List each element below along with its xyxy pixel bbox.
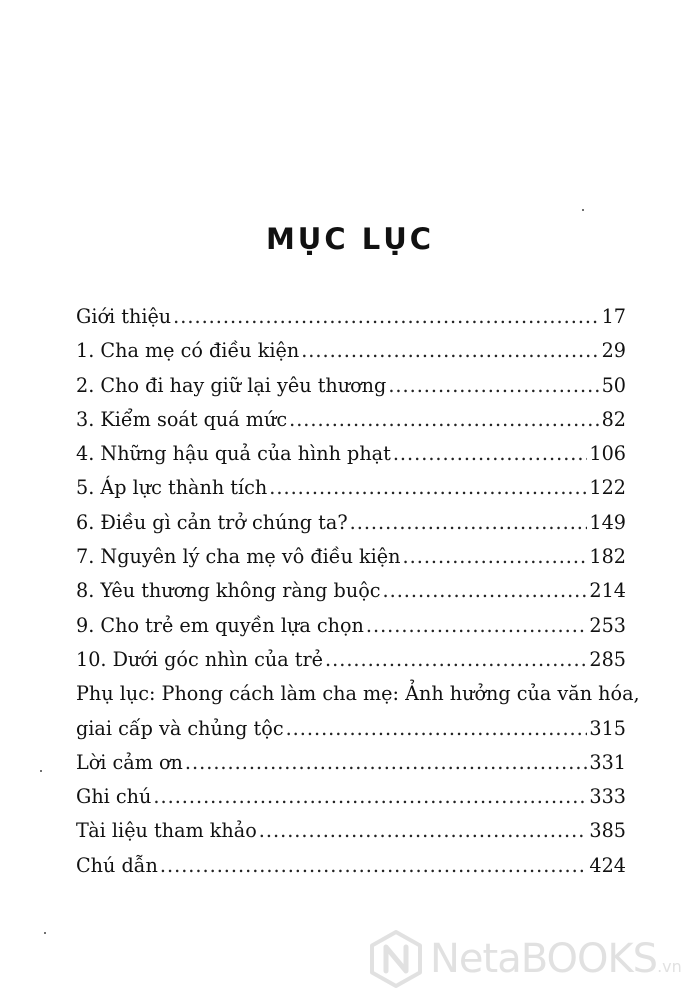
toc-entry-page: 122 bbox=[589, 476, 626, 500]
toc-entry bbox=[76, 540, 626, 574]
scan-speck bbox=[44, 932, 46, 934]
toc-entry-page: 82 bbox=[601, 407, 626, 431]
toc-entry-label: 7. Nguyên lý cha mẹ vô điều kiện bbox=[76, 545, 401, 569]
dot-leader bbox=[325, 643, 587, 677]
toc-appendix-line-1 bbox=[76, 677, 640, 711]
dot-leader bbox=[383, 574, 588, 608]
toc-appendix-label-line-1: Phụ lục: Phong cách làm cha mẹ: Ảnh hưởng của văn hóa, bbox=[76, 682, 640, 706]
watermark-suffix: .vn bbox=[657, 957, 682, 976]
toc-entry-page: 149 bbox=[589, 510, 626, 534]
page-title: MỤC LỤC bbox=[265, 222, 435, 256]
dot-leader bbox=[393, 437, 588, 471]
toc-entry-label: 9. Cho trẻ em quyền lựa chọn bbox=[76, 613, 364, 637]
scan-speck bbox=[40, 770, 42, 772]
toc-entry-page: 50 bbox=[601, 373, 626, 397]
dot-leader bbox=[160, 849, 587, 883]
watermark-text bbox=[430, 936, 682, 982]
toc-entry-label: Chú dẫn bbox=[76, 853, 158, 877]
toc-entry bbox=[76, 471, 626, 505]
toc-entry bbox=[76, 643, 626, 677]
toc-entry bbox=[76, 746, 626, 780]
toc-entry-label: 6. Điều gì cản trở chúng ta? bbox=[76, 510, 348, 534]
toc-entry-label: 2. Cho đi hay giữ lại yêu thương bbox=[76, 373, 387, 397]
toc-entry-page: 253 bbox=[589, 613, 626, 637]
toc-entry-label: 10. Dưới góc nhìn của trẻ bbox=[76, 647, 324, 671]
toc-entry bbox=[76, 849, 626, 883]
toc-entry bbox=[76, 300, 626, 334]
toc-entry-label: 3. Kiểm soát quá mức bbox=[76, 407, 288, 431]
toc-entry bbox=[76, 574, 626, 608]
toc-entry-label: 4. Những hậu quả của hình phạt bbox=[76, 442, 391, 466]
toc-entry-page: 315 bbox=[589, 716, 626, 740]
dot-leader bbox=[388, 369, 599, 403]
toc-entry-page: 424 bbox=[589, 853, 626, 877]
toc-entry bbox=[76, 437, 626, 471]
toc-entry-label: Lời cảm ơn bbox=[76, 750, 183, 774]
toc-entry bbox=[76, 403, 626, 437]
scan-speck bbox=[582, 209, 584, 211]
toc-entry-page: 214 bbox=[589, 579, 626, 603]
toc-entry-page: 331 bbox=[589, 750, 626, 774]
toc-entry-page: 17 bbox=[601, 305, 626, 328]
dot-leader bbox=[289, 403, 599, 437]
toc-appendix-line-2 bbox=[76, 712, 626, 746]
toc-entry bbox=[76, 814, 626, 848]
toc-entry bbox=[76, 780, 626, 814]
netabooks-logo-icon bbox=[366, 929, 426, 989]
toc-entry-label: Tài liệu tham khảo bbox=[76, 819, 257, 843]
dot-leader bbox=[286, 712, 588, 746]
dot-leader bbox=[301, 334, 599, 368]
toc-entry-page: 385 bbox=[589, 819, 626, 843]
dot-leader bbox=[185, 746, 587, 780]
dot-leader bbox=[403, 540, 588, 574]
toc-entry-label: Giới thiệu bbox=[76, 305, 172, 328]
toc-entry-label: 1. Cha mẹ có điều kiện bbox=[76, 339, 300, 363]
dot-leader bbox=[350, 506, 588, 540]
toc-entry bbox=[76, 369, 626, 403]
watermark bbox=[366, 929, 682, 989]
toc-entry-label: 8. Yêu thương không ràng buộc bbox=[76, 579, 381, 603]
toc-entry bbox=[76, 609, 626, 643]
toc-entry bbox=[76, 334, 626, 368]
dot-leader bbox=[269, 471, 587, 505]
toc-entry-label: 5. Áp lực thành tích bbox=[76, 476, 268, 500]
dot-leader bbox=[173, 300, 599, 334]
toc-entry-page: 285 bbox=[589, 647, 626, 671]
table-of-contents bbox=[76, 300, 640, 883]
dot-leader bbox=[366, 609, 588, 643]
watermark-name: NetaBOOKS bbox=[430, 936, 658, 982]
dot-leader bbox=[153, 780, 587, 814]
dot-leader bbox=[259, 814, 588, 848]
toc-entry-page: 333 bbox=[589, 785, 626, 809]
toc-entry-page: 29 bbox=[601, 339, 626, 363]
toc-entry-page: 182 bbox=[589, 545, 626, 569]
toc-entry-label: Ghi chú bbox=[76, 785, 152, 809]
toc-entry bbox=[76, 506, 626, 540]
toc-appendix-label-line-2: giai cấp và chủng tộc bbox=[76, 716, 284, 740]
toc-entry-page: 106 bbox=[589, 442, 626, 466]
